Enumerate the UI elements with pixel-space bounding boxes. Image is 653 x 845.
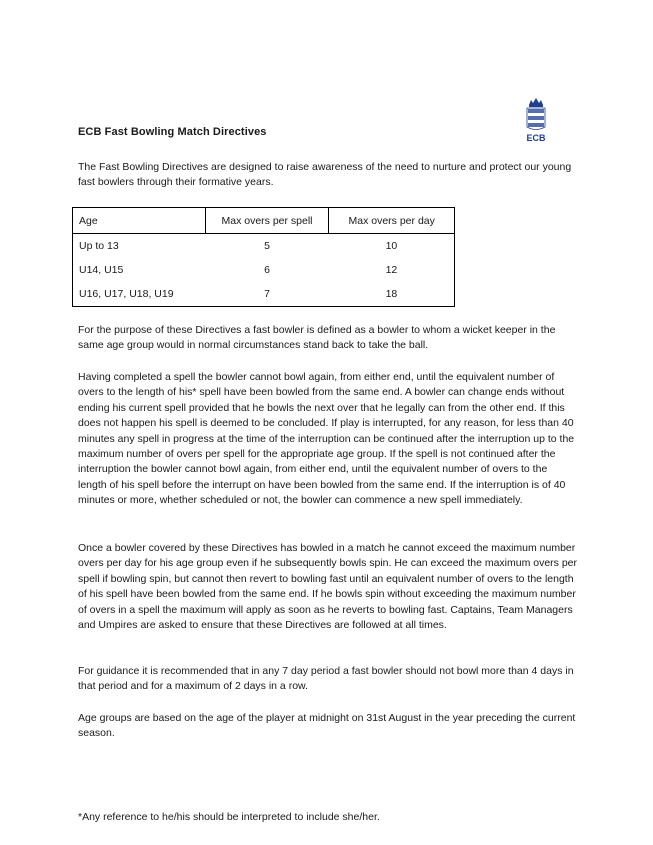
spin-paragraph: Once a bowler covered by these Directives has bowled in a match he cannot exceed the maximum number overs per day for his age group even if he subsequently bowls spin. He can exceed the maximum overs per spell if bowling spin, but cannot then revert to bowling fast until an equivalent number of overs to the length of his spell have been bowled from the same end. If he bowls spin without exceeding the maximum number of overs in a spell the maximum will apply as soon as he reverts to bowling fast. Captains, Team Managers and Umpires are asked to ensure that these Directives are followed at all times.	[78, 542, 578, 632]
footnote: *Any reference to he/his should be interpreted to include she/her.	[78, 811, 380, 823]
table-row	[73, 258, 455, 282]
spell-paragraph: Having completed a spell the bowler cannot bowl again, from either end, until the equivalent number of overs to the length of his* spell have been bowled from the same end. A bowler can change ends without ending his current spell provided that he bowls the next over that he legally can from the other end. If this does not happen his spell is deemed to be concluded. If play is interrupted, for any reason, for less than 40 minutes any spell in progress at the time of the interruption can be continued after the interruption up to the maximum number of overs per spell for the appropriate age group. If the spell is not continued after the interruption the bowler cannot bowl again, from either end, until the equivalent number of overs to the length of his spell before the interrupt on have been bowled from the same end. If the interruption is of 40 minutes or more, whether scheduled or not, the bowler can commence a new spell immediately.	[78, 371, 575, 507]
table-cell: U16, U17, U18, U19	[79, 288, 174, 300]
table-cell: 12	[385, 264, 398, 276]
page-title: ECB Fast Bowling Match Directives	[78, 126, 267, 138]
guidance-paragraph: For guidance it is recommended that in any 7 day period a fast bowler should not bowl more than 4 days in that period and for a maximum of 2 days in a row.	[78, 665, 574, 693]
table-cell: 10	[385, 240, 398, 252]
table-cell: 7	[264, 288, 270, 300]
table-row	[73, 282, 455, 307]
overs-table	[72, 207, 455, 307]
intro-paragraph: The Fast Bowling Directives are designed to raise awareness of the need to nurture and protect our young fast bowlers through their formative years.	[78, 161, 572, 189]
table-cell: 18	[385, 288, 398, 300]
table-cell: 5	[264, 240, 270, 252]
table-cell: Up to 13	[79, 240, 119, 252]
table-row	[73, 234, 455, 259]
definition-paragraph: For the purpose of these Directives a fast bowler is defined as a bowler to whom a wicket keeper in the same age group would in normal circumstances stand back to take the ball.	[78, 324, 556, 352]
table-cell: 6	[264, 264, 270, 276]
table-header-cell: Age	[73, 208, 206, 234]
ecb-logo-icon	[523, 97, 549, 143]
age-groups-paragraph: Age groups are based on the age of the player at midnight on 31st August in the year preceding the current season.	[78, 712, 576, 740]
table-header-row	[73, 208, 455, 234]
table-cell: U14, U15	[79, 264, 124, 276]
logo-text: ECB	[526, 133, 546, 143]
table-header-cell: Max overs per spell	[205, 208, 329, 234]
table-header-cell: Max overs per day	[329, 208, 455, 234]
